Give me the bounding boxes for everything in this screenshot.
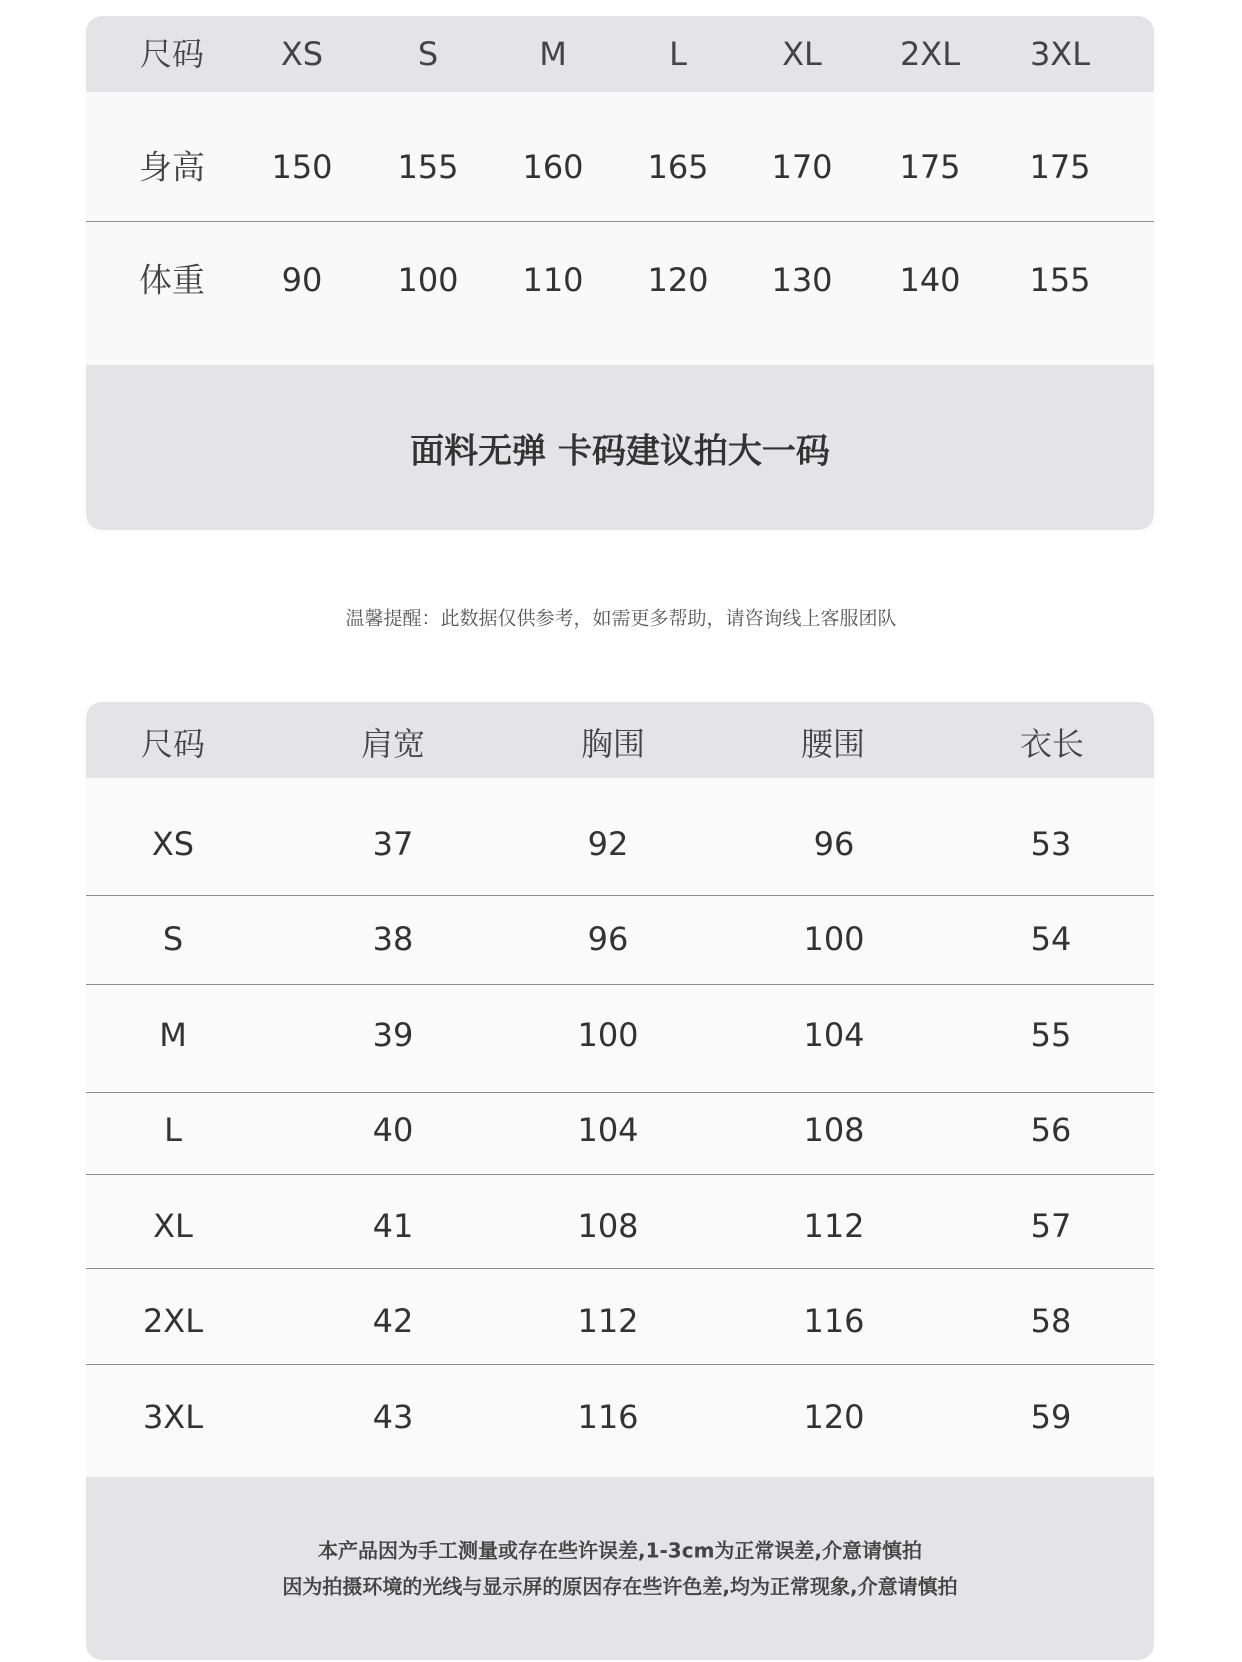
table-cell: 155	[1029, 261, 1091, 299]
table-header	[86, 16, 1154, 92]
table-cell: 108	[577, 1207, 639, 1245]
column-header-chest: 胸围	[580, 725, 646, 763]
table-cell-size: XS	[151, 825, 195, 863]
color-note-line: 因为拍摄环境的光线与显示屏的原因存在些许色差,均为正常现象,介意请慎拍	[282, 1574, 958, 1599]
height-weight-size-chart	[86, 16, 1154, 530]
table-cell: 58	[1030, 1302, 1072, 1340]
measurement-note-line: 本产品因为手工测量或存在些许误差,1-3cm为正常误差,介意请慎拍	[317, 1538, 923, 1563]
table-cell: 140	[899, 261, 961, 299]
table-cell: 100	[803, 920, 865, 958]
reminder-text: 温馨提醒：此数据仅供参考，如需更多帮助，请咨询线上客服团队	[345, 607, 897, 630]
header-size-s: S	[417, 35, 439, 73]
measurement-note-box	[86, 1477, 1154, 1660]
table-cell: 55	[1030, 1016, 1072, 1054]
header-size-2xl: 2XL	[899, 35, 961, 73]
table-cell: 43	[372, 1398, 414, 1436]
row-divider	[86, 895, 1154, 896]
table-cell-size: M	[159, 1016, 187, 1054]
table-cell: 112	[577, 1302, 639, 1340]
column-header-waist: 腰围	[800, 725, 866, 763]
row-divider	[86, 1268, 1154, 1269]
table-cell: 160	[522, 148, 584, 186]
row-divider	[86, 221, 1154, 222]
table-cell: 53	[1030, 825, 1072, 863]
row-label-height: 身高	[139, 147, 205, 187]
header-size-m: M	[539, 35, 567, 73]
table-header	[86, 702, 1154, 778]
header-size-xs: XS	[280, 35, 324, 73]
table-cell: 130	[771, 261, 833, 299]
table-cell: 116	[577, 1398, 639, 1436]
table-cell: 40	[372, 1111, 414, 1149]
table-cell: 38	[372, 920, 414, 958]
table-cell: 90	[281, 261, 323, 299]
fit-note-box	[86, 365, 1154, 530]
table-cell: 104	[803, 1016, 865, 1054]
table-cell: 100	[577, 1016, 639, 1054]
table-cell: 59	[1030, 1398, 1072, 1436]
header-size-xl: XL	[782, 35, 822, 73]
table-cell: 116	[803, 1302, 865, 1340]
row-label-weight: 体重	[139, 260, 205, 300]
table-cell: 155	[397, 148, 459, 186]
table-cell: 37	[372, 825, 414, 863]
row-divider	[86, 1092, 1154, 1093]
row-divider	[86, 1174, 1154, 1175]
table-cell: 110	[522, 261, 584, 299]
table-cell-size: L	[164, 1111, 182, 1149]
table-cell: 56	[1030, 1111, 1072, 1149]
header-size-label: 尺码	[139, 35, 205, 73]
table-cell: 39	[372, 1016, 414, 1054]
table-cell: 108	[803, 1111, 865, 1149]
table-cell: 120	[647, 261, 709, 299]
table-cell: 54	[1030, 920, 1072, 958]
table-cell: 175	[899, 148, 961, 186]
table-cell: 120	[803, 1398, 865, 1436]
table-cell: 112	[803, 1207, 865, 1245]
column-header-size: 尺码	[140, 725, 206, 763]
table-cell-size: S	[162, 920, 184, 958]
table-cell: 165	[647, 148, 709, 186]
table-cell: 150	[271, 148, 333, 186]
garment-measurement-chart	[86, 702, 1154, 1660]
table-cell: 96	[587, 920, 629, 958]
table-cell: 41	[372, 1207, 414, 1245]
table-cell: 42	[372, 1302, 414, 1340]
table-cell-size: 2XL	[142, 1302, 204, 1340]
column-header-length: 衣长	[1019, 725, 1085, 763]
header-size-3xl: 3XL	[1029, 35, 1091, 73]
header-size-l: L	[669, 35, 687, 73]
table-cell-size: 3XL	[142, 1398, 204, 1436]
table-cell: 170	[771, 148, 833, 186]
fit-note-text: 面料无弹 卡码建议拍大一码	[410, 431, 830, 472]
table-cell: 92	[587, 825, 629, 863]
table-cell: 100	[397, 261, 459, 299]
row-divider	[86, 984, 1154, 985]
table-cell: 175	[1029, 148, 1091, 186]
table-cell: 96	[813, 825, 855, 863]
column-header-shoulder: 肩宽	[360, 725, 426, 763]
row-divider	[86, 1364, 1154, 1365]
table-cell: 104	[577, 1111, 639, 1149]
table-cell-size: XL	[153, 1207, 193, 1245]
table-cell: 57	[1030, 1207, 1072, 1245]
